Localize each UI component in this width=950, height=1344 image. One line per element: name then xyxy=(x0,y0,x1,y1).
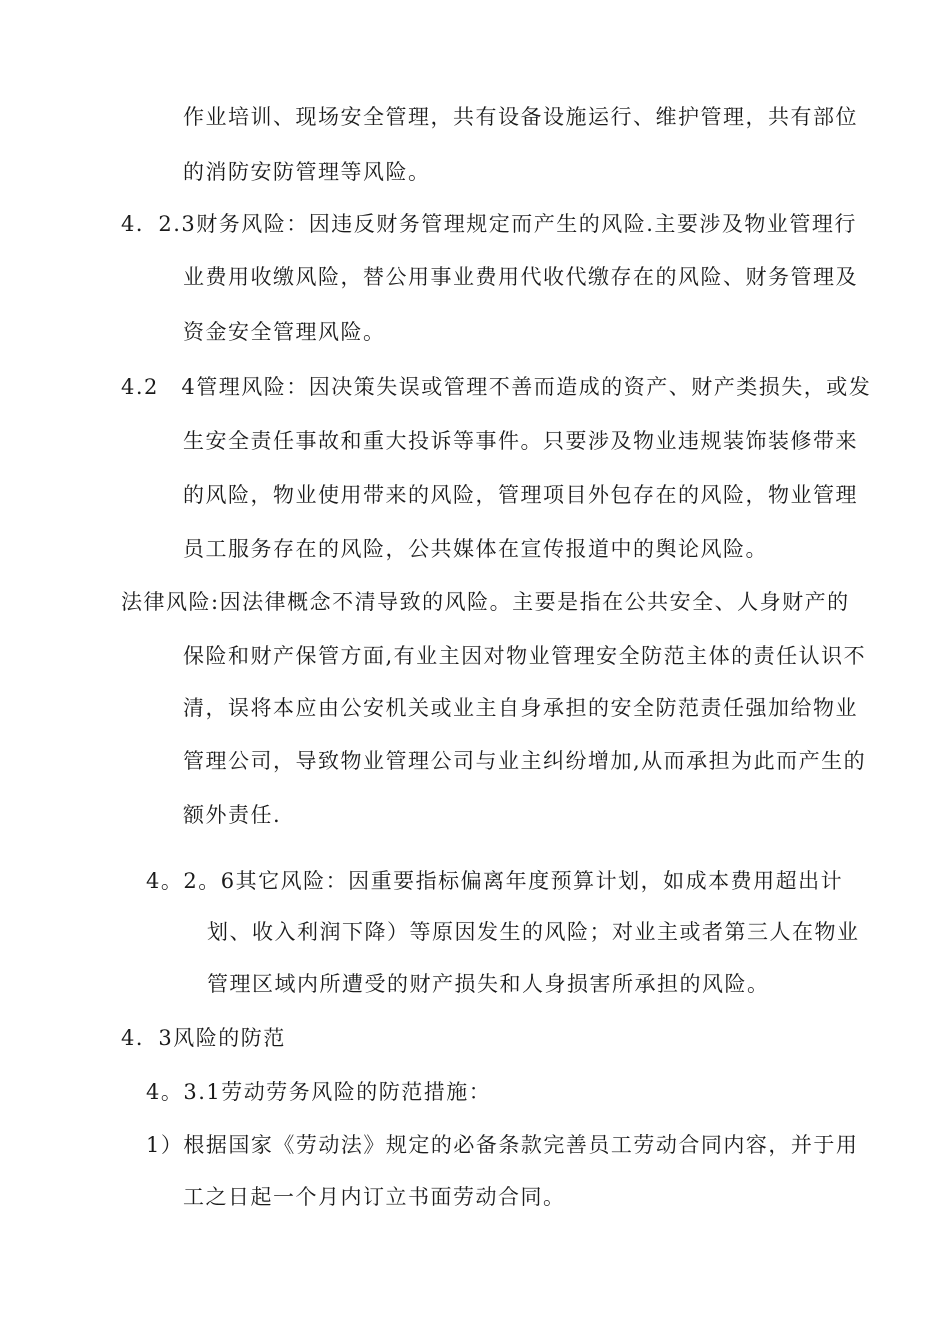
text-line: 1）根据国家《劳动法》规定的必备条款完善员工劳动合同内容，并于用 xyxy=(146,1133,859,1157)
text-line: 工之日起一个月内订立书面劳动合同。 xyxy=(183,1185,566,1209)
text-line: 的消防安防管理等风险。 xyxy=(183,160,431,184)
text-line: 4.2 4管理风险：因决策失误或管理不善而造成的资产、财产类损失，或发 xyxy=(121,375,872,399)
text-line: 生安全责任事故和重大投诉等事件。只要涉及物业违规装饰装修带来 xyxy=(183,429,858,453)
text-line: 4．3风险的防范 xyxy=(121,1026,286,1050)
text-line: 资金安全管理风险。 xyxy=(183,320,386,344)
text-line: 业费用收缴风险，替公用事业费用代收代缴存在的风险、财务管理及 xyxy=(183,265,858,289)
text-line: 管理区域内所遭受的财产损失和人身损害所承担的风险。 xyxy=(207,972,770,996)
text-line: 清，误将本应由公安机关或业主自身承担的安全防范责任强加给物业 xyxy=(183,696,858,720)
text-line: 保险和财产保管方面,有业主因对物业管理安全防范主体的责任认识不 xyxy=(183,644,867,668)
text-line: 的风险，物业使用带来的风险，管理项目外包存在的风险，物业管理 xyxy=(183,483,858,507)
text-line: 额外责任. xyxy=(183,803,282,827)
text-line: 法律风险:因法律概念不清导致的风险。主要是指在公共安全、人身财产的 xyxy=(121,590,850,614)
text-line: 员工服务存在的风险，公共媒体在宣传报道中的舆论风险。 xyxy=(183,537,768,561)
text-line: 管理公司，导致物业管理公司与业主纠纷增加,从而承担为此而产生的 xyxy=(183,749,867,773)
text-line: 作业培训、现场安全管理，共有设备设施运行、维护管理，共有部位 xyxy=(183,105,858,129)
text-line: 4．2.3财务风险：因违反财务管理规定而产生的风险.主要涉及物业管理行 xyxy=(121,212,857,236)
text-line: 划、收入利润下降）等原因发生的风险；对业主或者第三人在物业 xyxy=(207,920,860,944)
text-line: 4。2。6其它风险：因重要指标偏离年度预算计划，如成本费用超出计 xyxy=(146,869,844,893)
text-line: 4。3.1劳动劳务风险的防范措施： xyxy=(146,1080,492,1104)
